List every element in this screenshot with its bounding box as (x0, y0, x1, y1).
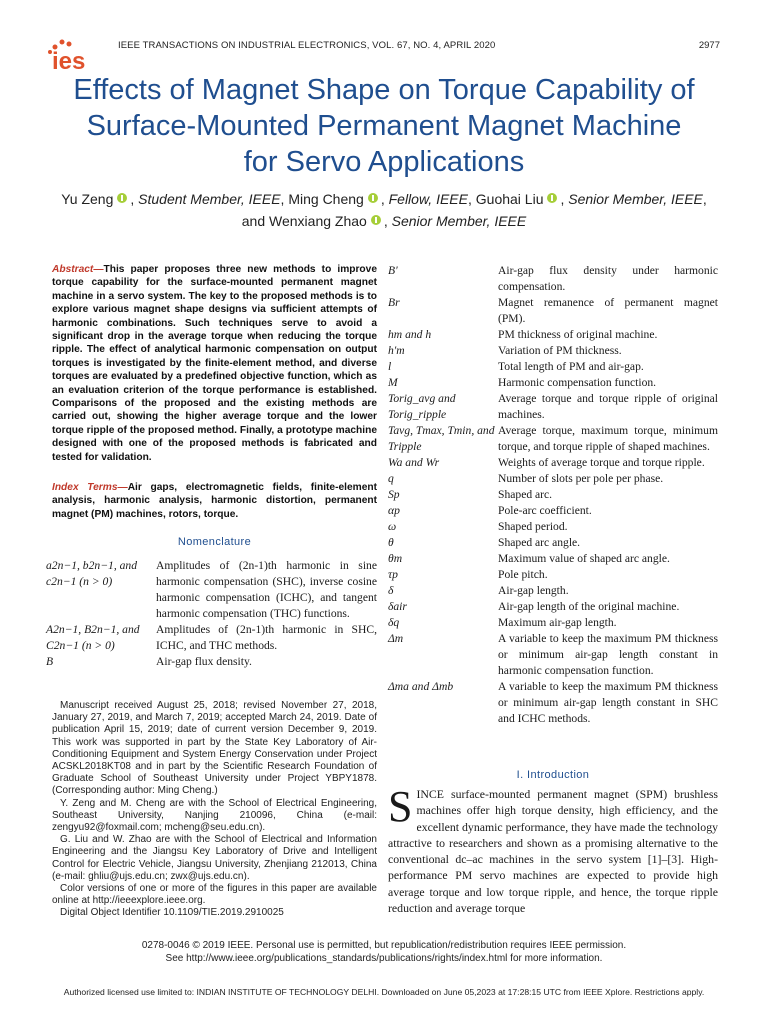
nomenclature-row (46, 558, 377, 622)
nomenclature-symbol: Δm (388, 632, 404, 645)
author-role: Senior Member, IEEE (568, 191, 703, 207)
nomenclature-row (388, 679, 718, 727)
nomenclature-row (388, 583, 718, 599)
orcid-icon[interactable] (117, 193, 127, 203)
footnote: Manuscript received August 25, 2018; revised November 27, 2018, January 27, 2019, and March 7, 2019; accepted March 24, 2019. Date of publication April 15, 2019; date of current version December 9, 2019. This work was supported in part by the State Key Laboratory of Air-Conditioning Equipment and System Energy Conservation under Project ACSKL2018KT08 and in part by the Scientific Research Foundation of Graduate School of Southeast University under Project YBPY1878. (Corresponding author: Ming Cheng.) (52, 700, 377, 797)
nomenclature-row (388, 615, 718, 631)
author-name: Yu Zeng (61, 191, 114, 207)
nomenclature-symbol: B (46, 655, 54, 668)
journal-running-head: IEEE TRANSACTIONS ON INDUSTRIAL ELECTRONICS, VOL. 67, NO. 4, APRIL 2020 (118, 40, 496, 51)
nomenclature-desc: Average torque and torque ripple of original machines. (498, 392, 718, 421)
page-number: 2977 (698, 40, 720, 51)
nomenclature-row (388, 327, 718, 343)
nomenclature-desc: Variation of PM thickness. (498, 344, 622, 357)
copyright-link-line[interactable]: See http://www.ieee.org/publications_standards/publications/rights/index.html for more information. (165, 953, 603, 964)
nomenclature-symbol: Br (388, 296, 400, 309)
author-role: Fellow, IEEE (388, 191, 468, 207)
author-list: Yu Zeng , Student Member, IEEE, Ming Cheng , Fellow, IEEE, Guohai Liu , Senior Member, IEEE, and Wenxiang Zhao , Senior Member, IEEE (61, 191, 707, 229)
title-line: Effects of Magnet Shape on Torque Capability of (73, 74, 695, 106)
nomenclature-desc: Average torque, maximum torque, minimum torque, and torque ripple of shaped machines. (498, 424, 718, 453)
nomenclature-desc: Air-gap flux density under harmonic compensation. (498, 264, 718, 293)
nomenclature-desc: Air-gap length. (498, 584, 569, 597)
nomenclature-symbol: Sp (388, 488, 400, 501)
nomenclature-heading: Nomenclature (177, 536, 252, 548)
orcid-icon[interactable] (368, 193, 378, 203)
nomenclature-row (388, 263, 718, 295)
nomenclature-symbol: Δma and Δmb (388, 680, 454, 693)
nomenclature-row (388, 519, 718, 535)
nomenclature-desc: Shaped arc angle. (498, 536, 581, 549)
footnote: Y. Zeng and M. Cheng are with the School of Electrical Engineering, Southeast University, Nanjing 210096, China (e-mail: zengyu92@foxmail.com; mcheng@seu.edu.cn). (52, 797, 377, 834)
nomenclature-row (388, 487, 718, 503)
nomenclature-symbol: θ (388, 536, 394, 549)
nomenclature-symbol: ω (388, 520, 397, 533)
nomenclature-row (388, 631, 718, 679)
index-terms-text: Air gaps, electromagnetic fields, finite-element analysis, harmonic analysis, harmonic distortion, permanent magnet (PM) machines, rotors, torque. (52, 482, 377, 520)
author-role: Senior Member, IEEE (391, 213, 527, 229)
copyright-line: 0278-0046 © 2019 IEEE. Personal use is permitted, but republication/redistribution requires IEEE permission. (141, 940, 627, 951)
footnote: Digital Object Identifier 10.1109/TIE.2019.2910025 (60, 907, 284, 919)
index-terms-label: Index Terms— (52, 482, 128, 493)
author-name: and Wenxiang Zhao (241, 213, 367, 229)
introduction-body (388, 782, 718, 916)
nomenclature-row (388, 535, 718, 551)
nomenclature-list-right (388, 263, 718, 727)
drop-cap: S (388, 782, 413, 831)
nomenclature-symbol: δ (388, 584, 394, 597)
nomenclature-row (388, 551, 718, 567)
introduction-text: INCE surface-mounted permanent magnet (SPM) brushless machines offer high torque density, high efficiency, and the excellent dynamic performance, they have made the technology attractive to researchers and shown as a promising alternative to the conventional dc–ac machines in the servo system [1]–[3]. High-performance PM servo machines are expected to provide high average torque and low torque ripple, and hence, the torque ripple reduction and average torque (388, 787, 718, 916)
nomenclature-desc: Pole pitch. (498, 568, 548, 581)
nomenclature-row (388, 503, 718, 519)
orcid-icon[interactable] (547, 193, 557, 203)
nomenclature-row (388, 391, 718, 423)
nomenclature-symbol: τp (388, 568, 398, 581)
nomenclature-desc: Shaped arc. (498, 488, 553, 501)
abstract (52, 263, 377, 464)
nomenclature-symbol: M (388, 376, 398, 389)
ies-logo (46, 38, 102, 74)
abstract-text: This paper proposes three new methods to improve torque capability for the surface-mounted permanent magnet machine in a servo system. The key to the proposed methods is to explore various magnet shape designs via sufficient attempts of harmonic combinations. Such techniques serve to avoid a significant drop in the average torque when reducing the torque ripple. The effect of analytical harmonic compensation on output torques is investigated by the finite-element method, and diverse torques are evaluated by a predefined objective function, which as an evaluation criterion of the torque performance is established. Comparisons of the proposed and the existing methods are carried out, showing the higher average torque and the lower torque ripple of the proposed method. Finally, a prototype machine designed with one of the proposed methods is fabricated and tested for validation. (52, 264, 377, 463)
nomenclature-desc: Amplitudes of (2n-1)th harmonic in sine harmonic compensation (SHC), inverse cosine harmonic compensation (ICHC), and tangent harmonic compensation (THC) functions. (156, 559, 377, 620)
nomenclature-symbol: Wa and Wr (388, 456, 440, 469)
nomenclature-symbol: Tavg, Tmax, Tmin, and Tripple (388, 424, 495, 453)
nomenclature-desc: PM thickness of original machine. (498, 328, 658, 341)
nomenclature-symbol: q (388, 472, 394, 485)
nomenclature-symbol: θm (388, 552, 403, 565)
nomenclature-symbol: a2n−1, b2n−1, and c2n−1 (n > 0) (46, 559, 138, 588)
nomenclature-row (388, 295, 718, 327)
footnote: G. Liu and W. Zhao are with the School of Electrical and Information Engineering and the Jiangsu Key Laboratory of Drive and Intelligent Control for Electric Vehicle, Jiangsu University, Zhenjiang 212013, China (e-mail: ghliu@ujs.edu.cn; zwx@ujs.edu.cn). (52, 834, 377, 882)
orcid-icon[interactable] (371, 215, 381, 225)
nomenclature-desc: Harmonic compensation function. (498, 376, 657, 389)
nomenclature-symbol: δq (388, 616, 400, 629)
nomenclature-row (388, 375, 718, 391)
abstract-label: Abstract— (52, 264, 104, 275)
nomenclature-desc: A variable to keep the maximum PM thickness or minimum air-gap length constant in harmonic compensation function. (498, 632, 718, 677)
nomenclature-row (388, 455, 718, 471)
nomenclature-row (388, 471, 718, 487)
nomenclature-symbol: αp (388, 504, 400, 517)
nomenclature-row (388, 359, 718, 375)
nomenclature-desc: Air-gap flux density. (156, 655, 252, 668)
nomenclature-symbol: A2n−1, B2n−1, and C2n−1 (n > 0) (46, 623, 140, 652)
nomenclature-desc: Air-gap length of the original machine. (498, 600, 680, 613)
author-role: Student Member, IEEE (138, 191, 281, 207)
author-name: Guohai Liu (475, 191, 544, 207)
nomenclature-symbol: h'm (388, 344, 405, 357)
nomenclature-row (388, 599, 718, 615)
title-line: for Servo Applications (243, 146, 525, 178)
nomenclature-row (388, 567, 718, 583)
nomenclature-desc: Shaped period. (498, 520, 568, 533)
paper-title (40, 72, 728, 180)
nomenclature-desc: Amplitudes of (2n-1)th harmonic in SHC, ICHC, and THC methods. (156, 623, 377, 652)
footnote: Color versions of one or more of the figures in this paper are available online at http://ieeexplore.ieee.org. (52, 883, 377, 907)
nomenclature-symbol: hm and h (388, 328, 432, 341)
nomenclature-list-left (46, 558, 377, 670)
title-line: Surface-Mounted Permanent Magnet Machine (86, 110, 682, 142)
nomenclature-symbol: δair (388, 600, 407, 613)
nomenclature-desc: Total length of PM and air-gap. (498, 360, 644, 373)
nomenclature-row (46, 622, 377, 654)
section-heading-introduction: I. Introduction (516, 769, 590, 781)
footnotes (52, 700, 377, 920)
nomenclature-symbol: Torig_avg and Torig_ripple (388, 392, 456, 421)
nomenclature-desc: Pole-arc coefficient. (498, 504, 592, 517)
author-name: Ming Cheng (288, 191, 364, 207)
nomenclature-row (46, 654, 377, 670)
nomenclature-symbol: l (388, 360, 392, 373)
index-terms (52, 481, 377, 521)
nomenclature-desc: Number of slots per pole per phase. (498, 472, 664, 485)
nomenclature-row (388, 423, 718, 455)
license-notice: Authorized licensed use limited to: INDIAN INSTITUTE OF TECHNOLOGY DELHI. Downloaded on June 05,2023 at 17:28:15 UTC from IEEE Xplore. Restrictions apply. (63, 987, 705, 997)
nomenclature-desc: Maximum air-gap length. (498, 616, 617, 629)
nomenclature-desc: A variable to keep the maximum PM thickness or minimum air-gap length constant in SHC and ICHC methods. (498, 680, 718, 725)
nomenclature-symbol: B' (388, 264, 398, 277)
copyright-notice (40, 939, 728, 965)
nomenclature-desc: Magnet remanence of permanent magnet (PM). (498, 296, 718, 325)
nomenclature-desc: Weights of average torque and torque ripple. (498, 456, 705, 469)
nomenclature-desc: Maximum value of shaped arc angle. (498, 552, 670, 565)
svg-text:ies: ies (52, 48, 86, 74)
nomenclature-row (388, 343, 718, 359)
